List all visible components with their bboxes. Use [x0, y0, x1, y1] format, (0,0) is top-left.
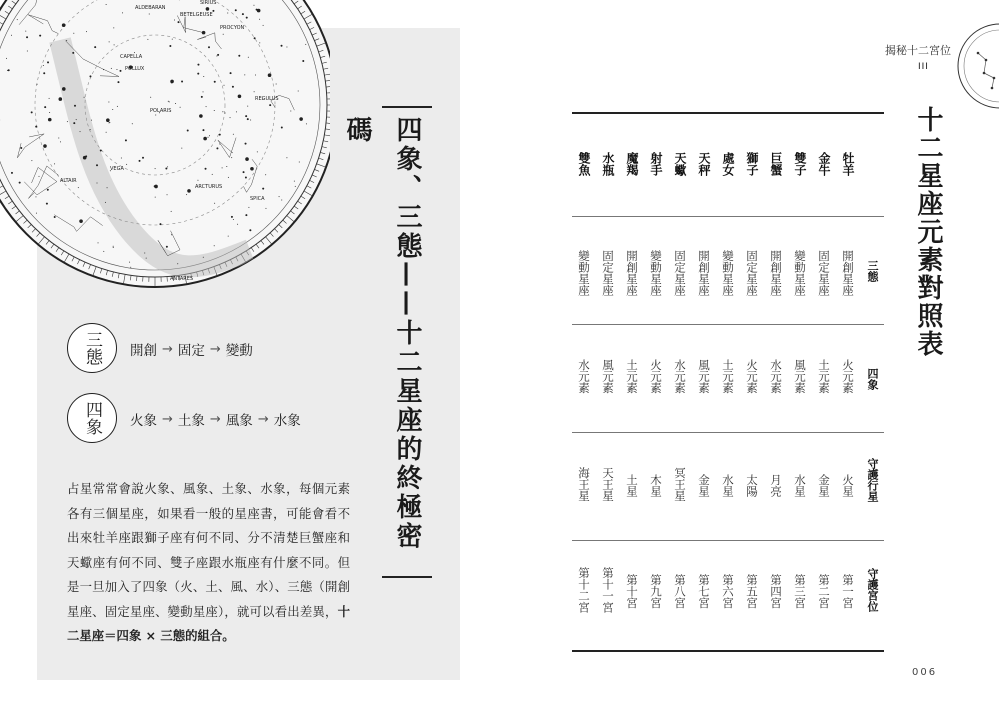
- sign-cell: 雙子: [793, 152, 807, 176]
- star-map-label: SIRIUS: [200, 0, 217, 6]
- house-cell: 第二宮: [817, 574, 831, 609]
- planet-cell: 月亮: [769, 474, 783, 497]
- planet-cell: 木星: [649, 474, 663, 497]
- planet-cell: 土星: [625, 474, 639, 497]
- body-paragraph-text: 占星常常會說火象、風象、土象、水象，每個元素各有三個星座，如果看一般的星座書，可能會看不出來牡羊座跟獅子座有何不同、分不清楚巨蟹座和天蠍座有何不同、雙子座跟水瓶座有什麼不同。但是一旦加入了四象（火、土、風、水）、三態（開創星座、固定星座、變動星座），就可以看出差異，: [67, 481, 350, 619]
- state-cell: 變動星座: [649, 250, 663, 296]
- house-cell: 第十二宮: [577, 567, 591, 613]
- state-cell: 固定星座: [817, 250, 831, 296]
- star-map-label: VEGA: [110, 166, 124, 172]
- element-water: 水象: [273, 413, 301, 429]
- state-cell: 變動星座: [793, 250, 807, 296]
- sign-cell: 金牛: [817, 152, 831, 176]
- table-row-aries: [836, 112, 860, 652]
- table-row-taurus: [812, 112, 836, 652]
- element-cell: 風元素: [793, 359, 807, 394]
- star-map-label: CAPELLA: [120, 54, 143, 60]
- planet-cell: 金星: [697, 474, 711, 497]
- star-map-illustration: [0, 0, 330, 300]
- house-cell: 第四宮: [769, 574, 783, 609]
- sign-cell: 處女: [721, 152, 735, 176]
- element-cell: 火元素: [649, 359, 663, 394]
- sign-cell: 天蠍: [673, 152, 687, 176]
- state-fixed: 固定: [177, 343, 205, 359]
- planet-cell: 金星: [817, 474, 831, 497]
- sign-cell: 巨蟹: [769, 152, 783, 176]
- state-cell: 固定星座: [601, 250, 615, 296]
- header-state: 三態: [866, 260, 879, 282]
- arrow-icon: →: [162, 341, 173, 357]
- planet-cell: 海王星: [577, 467, 591, 502]
- sign-cell: 天秤: [697, 152, 711, 176]
- title-rule-bottom: [382, 576, 432, 578]
- running-mark: III: [918, 62, 929, 72]
- state-cell: 變動星座: [721, 250, 735, 296]
- sign-cell: 魔羯: [625, 152, 639, 176]
- header-planet: 守護行星: [866, 458, 879, 502]
- state-cell: 開創星座: [769, 250, 783, 296]
- star-map-label: POLARIS: [150, 108, 172, 114]
- element-cell: 風元素: [697, 359, 711, 394]
- table-row-libra: [692, 112, 716, 652]
- sign-cell: 射手: [649, 152, 663, 176]
- four-elements-badge-text: 四象: [82, 401, 102, 435]
- state-cell: 開創星座: [697, 250, 711, 296]
- star-map-label: SPICA: [250, 196, 265, 202]
- table-row-gemini: [788, 112, 812, 652]
- table-row-cancer: [764, 112, 788, 652]
- vertical-title-block: [342, 106, 432, 578]
- element-cell: 土元素: [721, 359, 735, 394]
- three-states-badge-text: 三態: [82, 331, 102, 365]
- three-states-flow: [130, 339, 253, 359]
- body-paragraph-bold: 十二星座＝四象 × 三態的組合。: [67, 603, 350, 643]
- vertical-title: 四象、三態——十二星座的終極密碼: [342, 116, 422, 551]
- state-cell: 開創星座: [625, 250, 639, 296]
- element-fire: 火象: [130, 413, 157, 429]
- house-cell: 第十一宮: [601, 567, 615, 613]
- four-elements-badge: [67, 393, 117, 443]
- state-mutable: 變動: [225, 343, 253, 359]
- state-cardinal: 開創: [130, 343, 157, 359]
- house-cell: 第三宮: [793, 574, 807, 609]
- table-row-virgo: [716, 112, 740, 652]
- table-header-column: [860, 112, 884, 652]
- state-cell: 固定星座: [745, 250, 759, 296]
- state-cell: 固定星座: [673, 250, 687, 296]
- table-row-leo: [740, 112, 764, 652]
- house-cell: 第八宮: [673, 574, 687, 609]
- element-earth: 土象: [177, 413, 205, 429]
- element-cell: 水元素: [673, 359, 687, 394]
- element-cell: 火元素: [745, 359, 759, 394]
- star-map-label: BETELGEUSE: [180, 12, 213, 18]
- sign-cell: 雙魚: [577, 152, 591, 176]
- page-number: 006: [912, 667, 938, 678]
- corner-zodiac-emblem-icon: [948, 18, 999, 118]
- table-title: 十二星座元素對照表: [913, 106, 943, 358]
- element-cell: 風元素: [601, 359, 615, 394]
- arrow-icon: →: [162, 411, 173, 427]
- element-cell: 水元素: [769, 359, 783, 394]
- star-map-label: ANTARES: [170, 276, 194, 282]
- planet-cell: 天王星: [601, 467, 615, 502]
- right-page: [500, 0, 999, 709]
- element-cell: 水元素: [577, 359, 591, 394]
- house-cell: 第十宮: [625, 574, 639, 609]
- table-row-sagittarius: [644, 112, 668, 652]
- star-map-label: ARCTURUS: [195, 184, 223, 190]
- arrow-icon: →: [209, 341, 221, 357]
- house-cell: 第六宮: [721, 574, 735, 609]
- table-row-aquarius: [596, 112, 620, 652]
- planet-cell: 太陽: [745, 474, 759, 497]
- element-cell: 火元素: [841, 359, 855, 394]
- table-row-capricorn: [620, 112, 644, 652]
- sign-cell: 牡羊: [841, 152, 855, 176]
- three-states-badge: [67, 323, 117, 373]
- planet-cell: 火星: [841, 474, 855, 497]
- planet-cell: 水星: [793, 474, 807, 497]
- star-map-label: PROCYON: [220, 25, 245, 31]
- header-element: 四象: [866, 368, 879, 390]
- star-map-label: ALTAIR: [60, 178, 77, 184]
- house-cell: 第九宮: [649, 574, 663, 609]
- element-cell: 土元素: [625, 359, 639, 394]
- element-cell: 土元素: [817, 359, 831, 394]
- running-head: 揭秘十二宮位: [885, 44, 951, 57]
- house-cell: 第五宮: [745, 574, 759, 609]
- house-cell: 第一宮: [841, 574, 855, 609]
- star-map-label: ALDEBARAN: [135, 5, 166, 11]
- title-rule-top: [382, 106, 432, 108]
- table-row-scorpio: [668, 112, 692, 652]
- house-cell: 第七宮: [697, 574, 711, 609]
- sign-cell: 獅子: [745, 152, 759, 176]
- element-air: 風象: [225, 413, 253, 429]
- table-row-pisces: [572, 112, 596, 652]
- arrow-icon: →: [209, 411, 221, 427]
- star-map-label: REGULUS: [255, 96, 279, 102]
- four-elements-flow: [130, 409, 301, 429]
- planet-cell: 水星: [721, 474, 735, 497]
- arrow-icon: →: [257, 411, 269, 427]
- state-cell: 變動星座: [577, 250, 591, 296]
- sign-cell: 水瓶: [601, 152, 615, 176]
- zodiac-element-table: [572, 112, 884, 652]
- header-house: 守護宮位: [866, 568, 879, 612]
- star-map-label: POLLUX: [125, 66, 145, 72]
- state-cell: 開創星座: [841, 250, 855, 296]
- body-paragraph: [67, 477, 350, 649]
- planet-cell: 冥王星: [673, 467, 687, 502]
